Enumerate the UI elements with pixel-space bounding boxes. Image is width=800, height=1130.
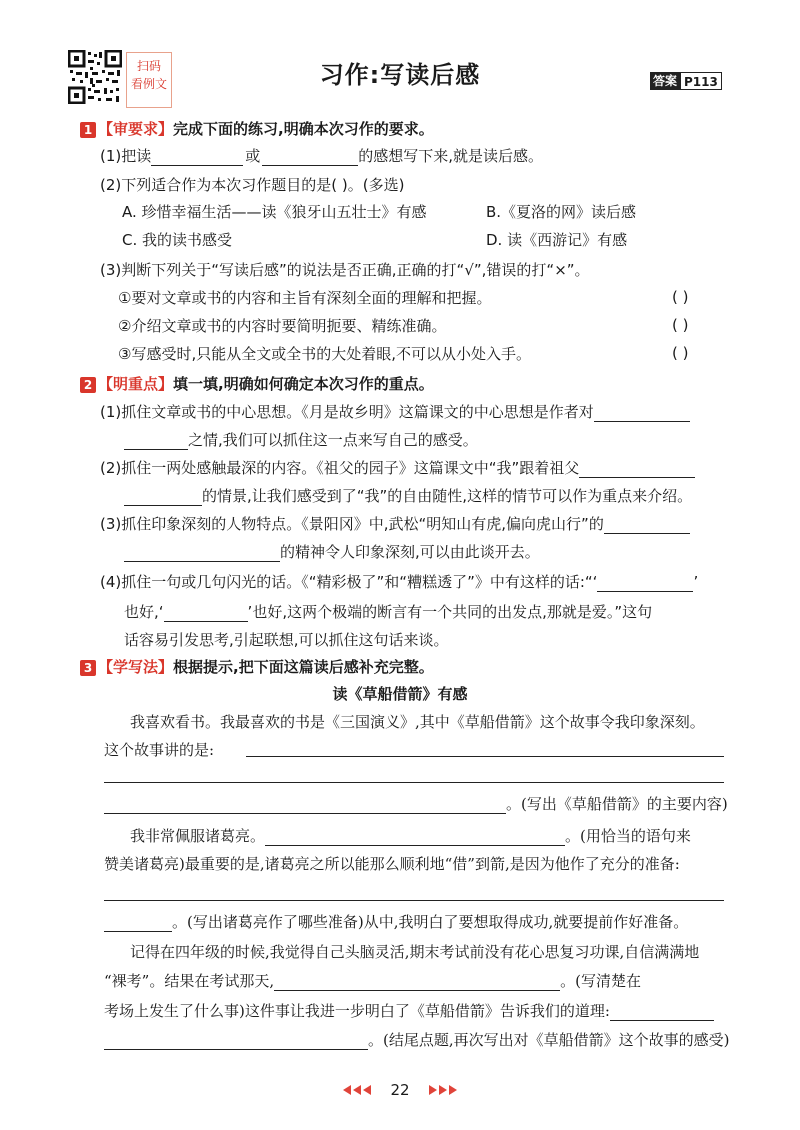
essay-line-10	[104, 971, 800, 991]
s1-q2[interactable]: (2)下列适合作为本次习作题目的是( )。(多选)	[100, 176, 405, 194]
essay-line-2	[104, 740, 800, 760]
s2-p2-blank2[interactable]	[124, 489, 202, 506]
next-arrows-icon	[428, 1081, 458, 1099]
scan-label-line2: 看例文	[130, 77, 167, 91]
s2-p4-blank1[interactable]	[597, 575, 693, 592]
s1-option-d[interactable]: D. 读《西游记》有感	[486, 231, 628, 249]
essay-blank-content-2[interactable]	[104, 782, 724, 783]
essay-line-4	[104, 794, 800, 814]
s2-p1-blank2[interactable]	[124, 433, 188, 450]
s2-p3-text-a: (3)抓住印象深刻的人物特点。《景阳冈》中,武松“明知山有虎,偏向虎山行”的	[100, 515, 604, 533]
s2-p2-blank1[interactable]	[579, 461, 695, 478]
essay-blank-lesson-1[interactable]	[610, 1004, 714, 1021]
section2-tag: 【明重点】	[98, 375, 174, 393]
s2-p3-text-b: 的精神令人印象深刻,可以由此谈开去。	[280, 543, 540, 561]
s2-p4-text-b1: 也好,‘	[124, 603, 164, 621]
s1-option-a[interactable]: A. 珍惜幸福生活——读《狼牙山五壮士》有感	[122, 203, 427, 221]
s2-p2-text-a: (2)抓住一两处感触最深的内容。《祖父的园子》这篇课文中“我”跟着祖父	[100, 459, 580, 477]
s2-p3-blank2[interactable]	[124, 545, 280, 562]
s2-p3-line1	[100, 514, 800, 534]
prev-arrows-icon	[342, 1081, 377, 1099]
s1-q3: (3)判断下列关于“写读后感”的说法是否正确,正确的打“√”,错误的打“×”。	[100, 261, 590, 279]
essay-line-8	[104, 912, 800, 932]
essay-blank-prep-2[interactable]	[104, 915, 172, 932]
s1-judge-1-answer[interactable]: ( )	[672, 288, 689, 306]
s1-option-c[interactable]: C. 我的读书感受	[122, 231, 233, 249]
s2-p4-line3: 话容易引发思考,引起联想,可以抓住这句话来谈。	[124, 631, 449, 649]
s2-p2-text-b: 的情景,让我们感受到了“我”的自由随性,这样的情节可以作为重点来介绍。	[202, 487, 693, 505]
essay-line-2-text: 这个故事讲的是:	[104, 741, 215, 759]
page-title: 习作:写读后感	[319, 61, 481, 89]
section2-heading	[80, 374, 800, 394]
s2-p4-line2	[124, 602, 800, 622]
essay-blank-praise[interactable]	[265, 829, 565, 846]
essay-blank-exam[interactable]	[274, 974, 560, 991]
essay-line-11	[104, 1001, 800, 1021]
s2-p1-text-b: 之情,我们可以抓住这一点来写自己的感受。	[188, 431, 478, 449]
s1-q1-text-b: 或	[245, 147, 261, 165]
essay-line-1: 我喜欢看书。我最喜欢的书是《三国演义》,其中《草船借箭》这个故事令我印象深刻。	[130, 713, 705, 731]
s2-p1-blank1[interactable]	[594, 405, 690, 422]
essay-line-6: 赞美诸葛亮)最重要的是,诸葛亮之所以能那么顺利地“借”到箭,是因为他作了充分的准备:	[104, 855, 680, 873]
s2-p3-blank1[interactable]	[604, 517, 690, 534]
section3-number: 3	[80, 660, 96, 676]
s1-option-b[interactable]: B.《夏洛的网》读后感	[486, 203, 637, 221]
s1-judge-2-answer[interactable]: ( )	[672, 316, 689, 334]
s2-p1-text-a: (1)抓住文章或书的中心思想。《月是故乡明》这篇课文的中心思想是作者对	[100, 403, 594, 421]
answer-page: P113	[680, 72, 722, 90]
essay-line-5-text-a: 我非常佩服诸葛亮。	[130, 827, 266, 845]
essay-line-10-text-b: 。(写清楚在	[560, 972, 641, 990]
s1-judge-3: ③写感受时,只能从全文或全书的大处着眼,不可以从小处入手。	[118, 345, 531, 363]
page-number: 22	[390, 1081, 410, 1099]
section1-number: 1	[80, 122, 96, 138]
s1-q1-blank1[interactable]	[151, 149, 243, 166]
essay-line-9: 记得在四年级的时候,我觉得自己头脑灵活,期末考试前没有花心思复习功课,自信满满地	[130, 943, 700, 961]
essay-line-8-text: 。(写出诸葛亮作了哪些准备)从中,我明白了要想取得成功,就要提前作好准备。	[172, 913, 689, 931]
s2-p4-text-a: (4)抓住一句或几句闪光的话。《“精彩极了”和“糟糕透了”》中有这样的话:“‘	[100, 573, 598, 591]
s2-p3-line2	[124, 542, 800, 562]
s2-p2-line1	[100, 458, 800, 478]
essay-title: 读《草船借箭》有感	[332, 685, 468, 703]
essay-blank-prep-1[interactable]	[104, 900, 724, 901]
s1-q1	[100, 146, 800, 166]
essay-line-10-text-a: “裸考”。结果在考试那天,	[104, 972, 275, 990]
essay-line-11-text: 考场上发生了什么事)这件事让我进一步明白了《草船借箭》告诉我们的道理:	[104, 1002, 610, 1020]
s1-judge-2: ②介绍文章或书的内容时要简明扼要、精练准确。	[118, 317, 447, 335]
s1-judge-1: ①要对文章或书的内容和主旨有深刻全面的理解和把握。	[118, 289, 492, 307]
essay-line-12	[104, 1030, 800, 1050]
s1-q1-text-a: (1)把读	[100, 147, 152, 165]
s2-p4-blank2[interactable]	[164, 605, 248, 622]
answer-badge[interactable]	[650, 72, 722, 90]
essay-line-5	[130, 826, 800, 846]
section2-number: 2	[80, 377, 96, 393]
section3-title: 根据提示,把下面这篇读后感补充完整。	[173, 658, 434, 676]
section2-title: 填一填,明确如何确定本次习作的重点。	[173, 375, 434, 393]
essay-blank-lesson-2[interactable]	[104, 1033, 368, 1050]
section1-title: 完成下面的练习,明确本次习作的要求。	[173, 120, 434, 138]
essay-line-12-text: 。(结尾点题,再次写出对《草船借箭》这个故事的感受)	[368, 1031, 730, 1049]
s2-p4-text-a-end: ’	[693, 573, 699, 591]
essay-blank-content-3[interactable]	[104, 797, 506, 814]
scan-label-line1: 扫码	[136, 59, 161, 73]
section3-heading	[80, 657, 800, 677]
page-footer	[0, 1080, 800, 1100]
s1-q1-blank2[interactable]	[262, 149, 358, 166]
section1-heading	[80, 119, 800, 139]
s1-q1-text-c: 的感想写下来,就是读后感。	[358, 147, 544, 165]
s1-judge-3-answer[interactable]: ( )	[672, 344, 689, 362]
answer-label: 答案	[650, 72, 680, 90]
section1-tag: 【审要求】	[98, 120, 174, 138]
s2-p1-line1	[100, 402, 800, 422]
s2-p4-text-b2: ’也好,这两个极端的断言有一个共同的出发点,那就是爱。”这句	[247, 603, 653, 621]
s2-p1-line2	[124, 430, 800, 450]
section3-tag: 【学写法】	[98, 658, 174, 676]
s2-p2-line2	[124, 486, 800, 506]
s2-p4-line1	[100, 572, 800, 592]
essay-blank-content-1[interactable]	[246, 756, 724, 757]
essay-line-4-text: 。(写出《草船借箭》的主要内容)	[506, 795, 728, 813]
essay-line-5-text-b: 。(用恰当的语句来	[565, 827, 691, 845]
